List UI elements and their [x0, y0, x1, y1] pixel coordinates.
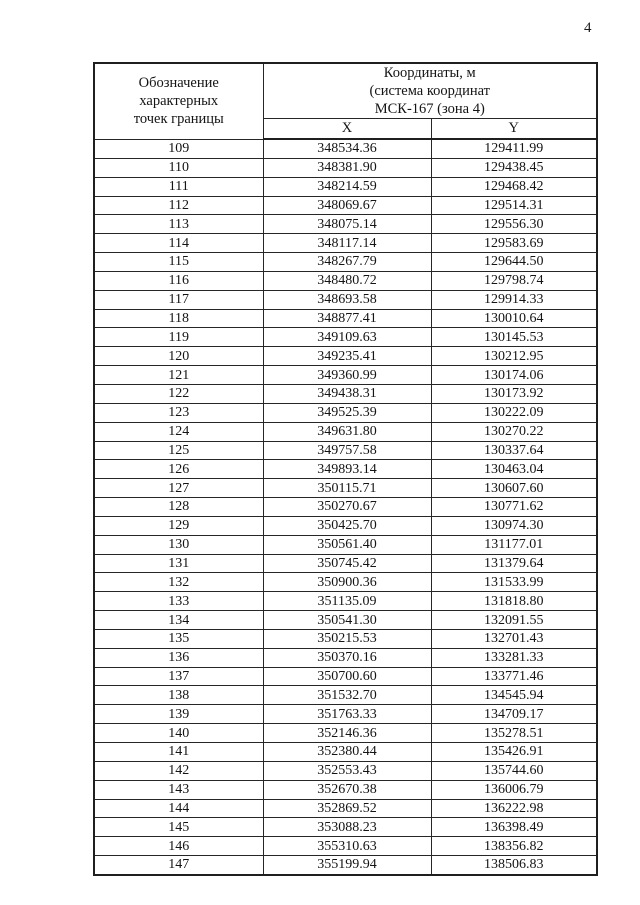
table-row: [94, 196, 597, 215]
table-row: [94, 347, 597, 366]
point-number-cell: 124: [94, 422, 263, 441]
table-row: [94, 234, 597, 253]
x-coordinate-cell: 351135.09: [263, 592, 431, 611]
point-number-cell: 139: [94, 705, 263, 724]
x-coordinate-cell: 352670.38: [263, 780, 431, 799]
points-header-line-2: характерных: [139, 93, 219, 110]
x-coordinate-cell: 349438.31: [263, 384, 431, 403]
x-column-header: X: [263, 119, 431, 140]
table-row: [94, 328, 597, 347]
point-number-cell: 122: [94, 384, 263, 403]
table-row: [94, 743, 597, 762]
x-coordinate-cell: 348069.67: [263, 196, 431, 215]
y-coordinate-cell: 132091.55: [431, 611, 597, 630]
point-number-cell: 138: [94, 686, 263, 705]
y-coordinate-cell: 129798.74: [431, 271, 597, 290]
y-coordinate-cell: 132701.43: [431, 629, 597, 648]
point-number-cell: 130: [94, 535, 263, 554]
y-coordinate-cell: 130463.04: [431, 460, 597, 479]
x-coordinate-cell: 349109.63: [263, 328, 431, 347]
x-coordinate-cell: 349235.41: [263, 347, 431, 366]
y-coordinate-cell: 136006.79: [431, 780, 597, 799]
point-number-cell: 121: [94, 366, 263, 385]
x-coordinate-cell: 349757.58: [263, 441, 431, 460]
y-coordinate-cell: 129556.30: [431, 215, 597, 234]
y-coordinate-cell: 136222.98: [431, 799, 597, 818]
point-number-cell: 143: [94, 780, 263, 799]
point-number-cell: 144: [94, 799, 263, 818]
coordinates-table: [93, 62, 598, 876]
table-row: [94, 686, 597, 705]
y-coordinate-cell: 129644.50: [431, 253, 597, 272]
x-coordinate-cell: 350700.60: [263, 667, 431, 686]
y-coordinate-cell: 135426.91: [431, 743, 597, 762]
y-coordinate-cell: 131818.80: [431, 592, 597, 611]
y-coordinate-cell: 130010.64: [431, 309, 597, 328]
x-coordinate-cell: 350541.30: [263, 611, 431, 630]
table-row: [94, 818, 597, 837]
x-coordinate-cell: 350425.70: [263, 516, 431, 535]
y-coordinate-cell: 136398.49: [431, 818, 597, 837]
table-row: [94, 253, 597, 272]
point-number-cell: 147: [94, 856, 263, 875]
table-row: [94, 215, 597, 234]
y-coordinate-cell: 133281.33: [431, 648, 597, 667]
y-coordinate-cell: 133771.46: [431, 667, 597, 686]
point-number-cell: 114: [94, 234, 263, 253]
y-coordinate-cell: 138356.82: [431, 837, 597, 856]
point-number-cell: 128: [94, 498, 263, 517]
point-number-cell: 113: [94, 215, 263, 234]
point-number-cell: 125: [94, 441, 263, 460]
y-coordinate-cell: 138506.83: [431, 856, 597, 875]
x-coordinate-cell: 350215.53: [263, 629, 431, 648]
x-coordinate-cell: 350115.71: [263, 479, 431, 498]
table-row: [94, 384, 597, 403]
points-header-line-3: точек границы: [133, 111, 224, 128]
x-coordinate-cell: 349893.14: [263, 460, 431, 479]
point-number-cell: 141: [94, 743, 263, 762]
point-number-cell: 119: [94, 328, 263, 347]
x-coordinate-cell: 349631.80: [263, 422, 431, 441]
point-number-cell: 145: [94, 818, 263, 837]
table-row: [94, 667, 597, 686]
point-number-cell: 117: [94, 290, 263, 309]
x-coordinate-cell: 350270.67: [263, 498, 431, 517]
point-number-cell: 134: [94, 611, 263, 630]
table-row: [94, 592, 597, 611]
table-row: [94, 290, 597, 309]
table-row: [94, 611, 597, 630]
y-coordinate-cell: 131533.99: [431, 573, 597, 592]
x-coordinate-cell: 348877.41: [263, 309, 431, 328]
x-coordinate-cell: 348267.79: [263, 253, 431, 272]
x-coordinate-cell: 355310.63: [263, 837, 431, 856]
x-coordinate-cell: 349525.39: [263, 403, 431, 422]
table-row: [94, 516, 597, 535]
x-coordinate-cell: 355199.94: [263, 856, 431, 875]
y-coordinate-cell: 130974.30: [431, 516, 597, 535]
y-coordinate-cell: 130337.64: [431, 441, 597, 460]
table-row: [94, 158, 597, 177]
y-column-header: Y: [431, 119, 597, 140]
x-coordinate-cell: 348480.72: [263, 271, 431, 290]
x-coordinate-cell: 350900.36: [263, 573, 431, 592]
point-number-cell: 137: [94, 667, 263, 686]
x-coordinate-cell: 352380.44: [263, 743, 431, 762]
x-coordinate-cell: 348117.14: [263, 234, 431, 253]
point-number-cell: 129: [94, 516, 263, 535]
point-number-cell: 118: [94, 309, 263, 328]
y-coordinate-cell: 130270.22: [431, 422, 597, 441]
y-coordinate-cell: 130173.92: [431, 384, 597, 403]
y-coordinate-cell: 135744.60: [431, 761, 597, 780]
point-number-cell: 133: [94, 592, 263, 611]
point-number-cell: 136: [94, 648, 263, 667]
point-number-cell: 109: [94, 139, 263, 158]
table-row: [94, 705, 597, 724]
y-coordinate-cell: 129468.42: [431, 177, 597, 196]
x-coordinate-cell: 348381.90: [263, 158, 431, 177]
x-coordinate-cell: 350561.40: [263, 535, 431, 554]
table-row: [94, 648, 597, 667]
coords-header-line-2: (система координат: [369, 83, 491, 99]
point-number-cell: 146: [94, 837, 263, 856]
coordinates-column-header: [263, 63, 597, 119]
y-coordinate-cell: 130771.62: [431, 498, 597, 517]
point-number-cell: 120: [94, 347, 263, 366]
y-coordinate-cell: 134545.94: [431, 686, 597, 705]
y-coordinate-cell: 129914.33: [431, 290, 597, 309]
table-row: [94, 629, 597, 648]
table-row: [94, 573, 597, 592]
point-number-cell: 135: [94, 629, 263, 648]
x-coordinate-cell: 348214.59: [263, 177, 431, 196]
table-row: [94, 724, 597, 743]
y-coordinate-cell: 130607.60: [431, 479, 597, 498]
table-row: [94, 422, 597, 441]
y-coordinate-cell: 131177.01: [431, 535, 597, 554]
page-number: 4: [584, 20, 592, 36]
table-row: [94, 856, 597, 875]
table-row: [94, 535, 597, 554]
x-coordinate-cell: 348075.14: [263, 215, 431, 234]
x-coordinate-cell: 348534.36: [263, 139, 431, 158]
table-row: [94, 479, 597, 498]
table-row: [94, 498, 597, 517]
point-number-cell: 111: [94, 177, 263, 196]
table-row: [94, 460, 597, 479]
y-coordinate-cell: 129583.69: [431, 234, 597, 253]
point-number-cell: 142: [94, 761, 263, 780]
x-coordinate-cell: 351763.33: [263, 705, 431, 724]
y-coordinate-cell: 131379.64: [431, 554, 597, 573]
y-coordinate-cell: 130174.06: [431, 366, 597, 385]
y-coordinate-cell: 134709.17: [431, 705, 597, 724]
table-header: [94, 63, 597, 139]
point-number-cell: 123: [94, 403, 263, 422]
x-coordinate-cell: 352146.36: [263, 724, 431, 743]
table-row: [94, 780, 597, 799]
point-number-cell: 126: [94, 460, 263, 479]
table-row: [94, 366, 597, 385]
table-row: [94, 554, 597, 573]
table-row: [94, 761, 597, 780]
point-number-cell: 132: [94, 573, 263, 592]
x-coordinate-cell: 352869.52: [263, 799, 431, 818]
x-coordinate-cell: 350745.42: [263, 554, 431, 573]
point-number-cell: 140: [94, 724, 263, 743]
y-coordinate-cell: 130222.09: [431, 403, 597, 422]
y-coordinate-cell: 129514.31: [431, 196, 597, 215]
x-coordinate-cell: 348693.58: [263, 290, 431, 309]
point-number-cell: 115: [94, 253, 263, 272]
table-row: [94, 271, 597, 290]
y-coordinate-cell: 135278.51: [431, 724, 597, 743]
table-row: [94, 403, 597, 422]
x-coordinate-cell: 349360.99: [263, 366, 431, 385]
coords-header-line-1: Координаты, м: [383, 65, 476, 81]
point-number-cell: 127: [94, 479, 263, 498]
table-row: [94, 139, 597, 158]
x-coordinate-cell: 351532.70: [263, 686, 431, 705]
table-row: [94, 799, 597, 818]
points-header-line-1: Обозначение: [138, 75, 219, 92]
table-body: [94, 139, 597, 875]
y-coordinate-cell: 130145.53: [431, 328, 597, 347]
y-coordinate-cell: 129411.99: [431, 139, 597, 158]
y-coordinate-cell: 129438.45: [431, 158, 597, 177]
x-coordinate-cell: 353088.23: [263, 818, 431, 837]
points-column-header: [94, 63, 263, 139]
point-number-cell: 110: [94, 158, 263, 177]
point-number-cell: 131: [94, 554, 263, 573]
table-row: [94, 441, 597, 460]
table-row: [94, 837, 597, 856]
x-coordinate-cell: 352553.43: [263, 761, 431, 780]
table-row: [94, 177, 597, 196]
y-coordinate-cell: 130212.95: [431, 347, 597, 366]
x-coordinate-cell: 350370.16: [263, 648, 431, 667]
table-row: [94, 309, 597, 328]
coords-header-line-3: МСК-167 (зона 4): [374, 101, 485, 117]
point-number-cell: 116: [94, 271, 263, 290]
point-number-cell: 112: [94, 196, 263, 215]
